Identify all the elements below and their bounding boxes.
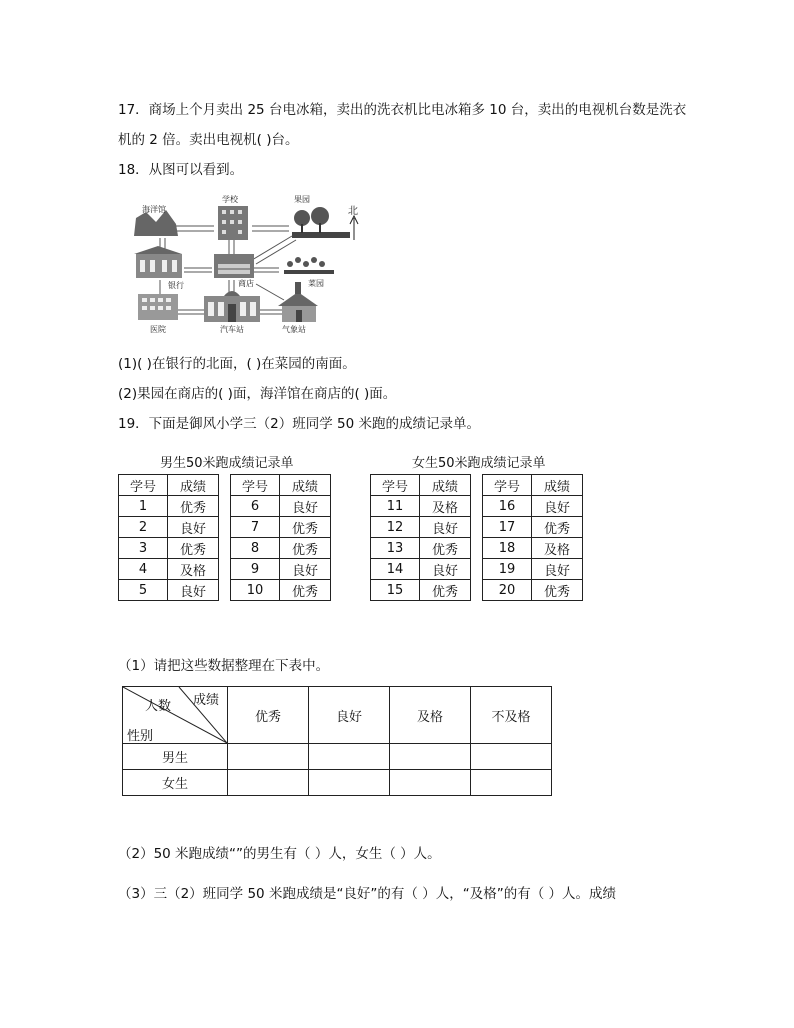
student-id: 13: [371, 538, 420, 559]
grade: 优秀: [280, 580, 331, 601]
student-id: 12: [371, 517, 420, 538]
grade: 良好: [532, 496, 583, 517]
table-row: [231, 559, 331, 580]
table-row: [483, 496, 583, 517]
table-row: [371, 538, 471, 559]
grade: 及格: [168, 559, 219, 580]
table-row: [483, 580, 583, 601]
table-row: [119, 517, 219, 538]
label-shop: 商店: [238, 279, 254, 288]
student-id: 2: [119, 517, 168, 538]
student-id: 19: [483, 559, 532, 580]
q19-sub1: （1）请把这些数据整理在下表中。: [118, 658, 330, 674]
grade: 优秀: [420, 580, 471, 601]
col-good: 良好: [309, 687, 390, 744]
student-id: 5: [119, 580, 168, 601]
label-bank: 银行: [168, 281, 184, 290]
table-row: [231, 517, 331, 538]
q19-sub3: （3）三（2）班同学 50 米跑成绩是“良好”的有（ ）人，“及格”的有（ ）人。成绩: [118, 886, 616, 902]
grade: 良好: [168, 580, 219, 601]
table-row: [119, 580, 219, 601]
header-grade: 成绩: [168, 475, 219, 496]
table-row: [371, 559, 471, 580]
q17-line1: 17．商场上个月卖出 25 台电冰箱，卖出的洗衣机比电冰箱多 10 台，卖出的电视机台数是洗衣: [118, 102, 687, 118]
student-id: 16: [483, 496, 532, 517]
table-row: [371, 517, 471, 538]
grade: 优秀: [280, 517, 331, 538]
grade: 良好: [420, 559, 471, 580]
answer-cell[interactable]: [471, 770, 552, 796]
table-row: [119, 559, 219, 580]
table-row: [483, 517, 583, 538]
student-id: 9: [231, 559, 280, 580]
student-id: 4: [119, 559, 168, 580]
header-id: 学号: [119, 475, 168, 496]
corner-grade: 成绩: [193, 693, 220, 708]
grade: 优秀: [532, 517, 583, 538]
label-ocean: 海洋馆: [142, 205, 166, 214]
direction-map: [124, 188, 364, 338]
student-id: 17: [483, 517, 532, 538]
student-id: 7: [231, 517, 280, 538]
label-weather: 气象站: [282, 325, 306, 334]
grade: 良好: [280, 559, 331, 580]
table-row: [231, 538, 331, 559]
table-row: [371, 496, 471, 517]
grade: 及格: [532, 538, 583, 559]
table-row: [483, 559, 583, 580]
student-id: 6: [231, 496, 280, 517]
table-row: [231, 580, 331, 601]
row-boys: 男生: [123, 744, 228, 770]
header-id: 学号: [231, 475, 280, 496]
header-id: 学号: [483, 475, 532, 496]
answer-cell[interactable]: [309, 770, 390, 796]
student-id: 14: [371, 559, 420, 580]
table-row: [483, 538, 583, 559]
grade: 良好: [532, 559, 583, 580]
header-grade: 成绩: [532, 475, 583, 496]
col-fail: 不及格: [471, 687, 552, 744]
label-school: 学校: [222, 195, 238, 204]
student-id: 20: [483, 580, 532, 601]
student-id: 1: [119, 496, 168, 517]
corner-gender: 性别: [127, 729, 154, 744]
table-row: [119, 496, 219, 517]
student-id: 10: [231, 580, 280, 601]
grade: 优秀: [420, 538, 471, 559]
grade: 优秀: [168, 496, 219, 517]
label-garden: 菜园: [308, 279, 324, 288]
answer-cell[interactable]: [390, 744, 471, 770]
col-excellent: 优秀: [228, 687, 309, 744]
student-id: 11: [371, 496, 420, 517]
grade: 优秀: [168, 538, 219, 559]
grade: 优秀: [532, 580, 583, 601]
label-hospital: 医院: [150, 325, 166, 334]
answer-cell[interactable]: [228, 770, 309, 796]
grade: 良好: [280, 496, 331, 517]
boys-table-b: [230, 474, 331, 601]
grade: 良好: [168, 517, 219, 538]
student-id: 18: [483, 538, 532, 559]
answer-cell[interactable]: [471, 744, 552, 770]
q18-sub2: (2)果园在商店的( )面，海洋馆在商店的( )面。: [118, 386, 397, 402]
grade: 优秀: [280, 538, 331, 559]
header-grade: 成绩: [420, 475, 471, 496]
q18-sub1: (1)( )在银行的北面，( )在菜园的南面。: [118, 356, 356, 372]
table-row: [231, 496, 331, 517]
corner-cell: [123, 687, 228, 744]
q19-sub2: （2）50 米跑成绩“”的男生有（ ）人，女生（ ）人。: [118, 846, 441, 862]
answer-cell[interactable]: [390, 770, 471, 796]
boys-caption: 男生50米跑成绩记录单: [160, 456, 294, 471]
row-girls: 女生: [123, 770, 228, 796]
table-row: [119, 538, 219, 559]
answer-cell[interactable]: [309, 744, 390, 770]
header-id: 学号: [371, 475, 420, 496]
student-id: 15: [371, 580, 420, 601]
q18-title: 18．从图可以看到。: [118, 162, 244, 178]
table-row: [371, 580, 471, 601]
boys-table-a: [118, 474, 219, 601]
col-pass: 及格: [390, 687, 471, 744]
girls-caption: 女生50米跑成绩记录单: [412, 456, 546, 471]
grade: 良好: [420, 517, 471, 538]
girls-table-a: [370, 474, 471, 601]
summary-table: [122, 686, 552, 796]
label-orchard: 果园: [294, 195, 310, 204]
student-id: 3: [119, 538, 168, 559]
corner-count: 人数: [145, 699, 172, 714]
answer-cell[interactable]: [228, 744, 309, 770]
q17-line2: 机的 2 倍。卖出电视机( )台。: [118, 132, 299, 148]
label-north: 北: [348, 206, 358, 217]
girls-table-b: [482, 474, 583, 601]
q19-title: 19．下面是御风小学三（2）班同学 50 米跑的成绩记录单。: [118, 416, 481, 432]
student-id: 8: [231, 538, 280, 559]
header-grade: 成绩: [280, 475, 331, 496]
grade: 及格: [420, 496, 471, 517]
label-bus: 汽车站: [220, 325, 244, 334]
